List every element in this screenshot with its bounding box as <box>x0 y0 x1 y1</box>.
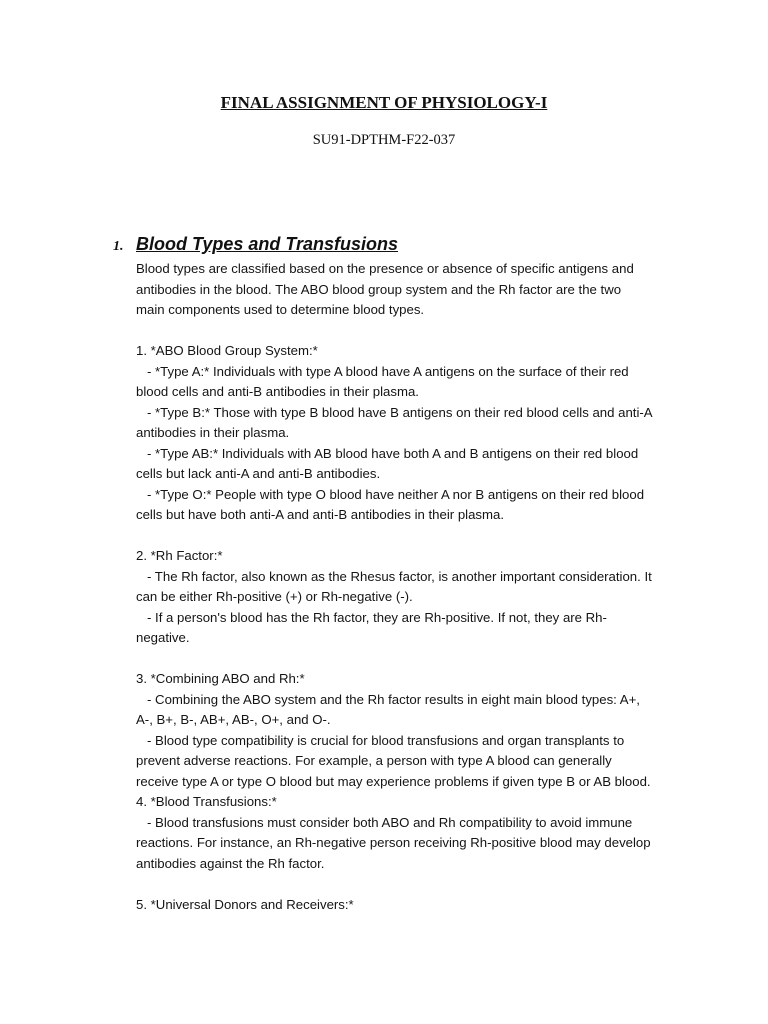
text-line: antibodies in their plasma. <box>136 425 290 440</box>
student-id: SU91-DPTHM-F22-037 <box>312 132 456 148</box>
text-line: - *Type AB:* Individuals with AB blood have both A and B antigens on their red blood <box>136 445 639 461</box>
section-number: 1. <box>113 239 124 254</box>
text-line: A-, B+, B-, AB+, AB-, O+, and O-. <box>136 712 331 727</box>
text-line: negative. <box>136 630 190 645</box>
blank-line <box>136 874 696 895</box>
text-line: cells but have both anti-A and anti-B antibodies in their plasma. <box>136 507 505 522</box>
text-line: Blood types are classified based on the presence or absence of specific antigens and <box>136 261 634 276</box>
section-heading: Blood Types and Transfusions <box>136 234 399 254</box>
text-line: reactions. For instance, an Rh-negative person receiving Rh-positive blood may develop <box>136 835 651 850</box>
text-line: cells but lack anti-A and anti-B antibodies. <box>136 466 381 481</box>
text-line: antibodies against the Rh factor. <box>136 855 325 871</box>
text-line: main components used to determine blood types. <box>136 302 425 317</box>
blank-line <box>136 526 696 547</box>
text-line: - Blood type compatibility is crucial for blood transfusions and organ transplants to <box>136 732 625 748</box>
text-line: 4. *Blood Transfusions:* <box>136 794 277 809</box>
text-line: blood cells and anti-B antibodies in their plasma. <box>136 384 419 399</box>
blank-line <box>136 321 696 342</box>
blank-line <box>136 649 696 670</box>
text-line: 3. *Combining ABO and Rh:* <box>136 671 305 686</box>
text-line: - *Type B:* Those with type B blood have B antigens on their red blood cells and anti-A <box>136 404 653 420</box>
document-title: FINAL ASSIGNMENT OF PHYSIOLOGY-I <box>220 93 548 112</box>
text-line: 5. *Universal Donors and Receivers:* <box>136 896 354 912</box>
text-line: prevent adverse reactions. For example, a person with type A blood can generally <box>136 753 612 768</box>
text-line: 2. *Rh Factor:* <box>136 548 223 563</box>
text-line: - *Type O:* People with type O blood have neither A nor B antigens on their red blood <box>136 486 645 502</box>
text-line: receive type A or type O blood but may experience problems if given type B or AB blood. <box>136 773 651 789</box>
text-line: - The Rh factor, also known as the Rhesus factor, is another important consideration. It <box>136 568 652 584</box>
text-line: 1. *ABO Blood Group System:* <box>136 343 318 358</box>
text-line: - Blood transfusions must consider both ABO and Rh compatibility to avoid immune <box>136 814 633 830</box>
text-line: - *Type A:* Individuals with type A blood have A antigens on the surface of their red <box>136 363 629 379</box>
text-line: - If a person's blood has the Rh factor, they are Rh-positive. If not, they are Rh- <box>136 609 607 625</box>
body-text <box>136 259 696 915</box>
text-line: - Combining the ABO system and the Rh factor results in eight main blood types: A+, <box>136 691 640 707</box>
text-line: antibodies in the blood. The ABO blood group system and the Rh factor are the two <box>136 281 622 297</box>
text-line: can be either Rh-positive (+) or Rh-negative (-). <box>136 589 413 604</box>
